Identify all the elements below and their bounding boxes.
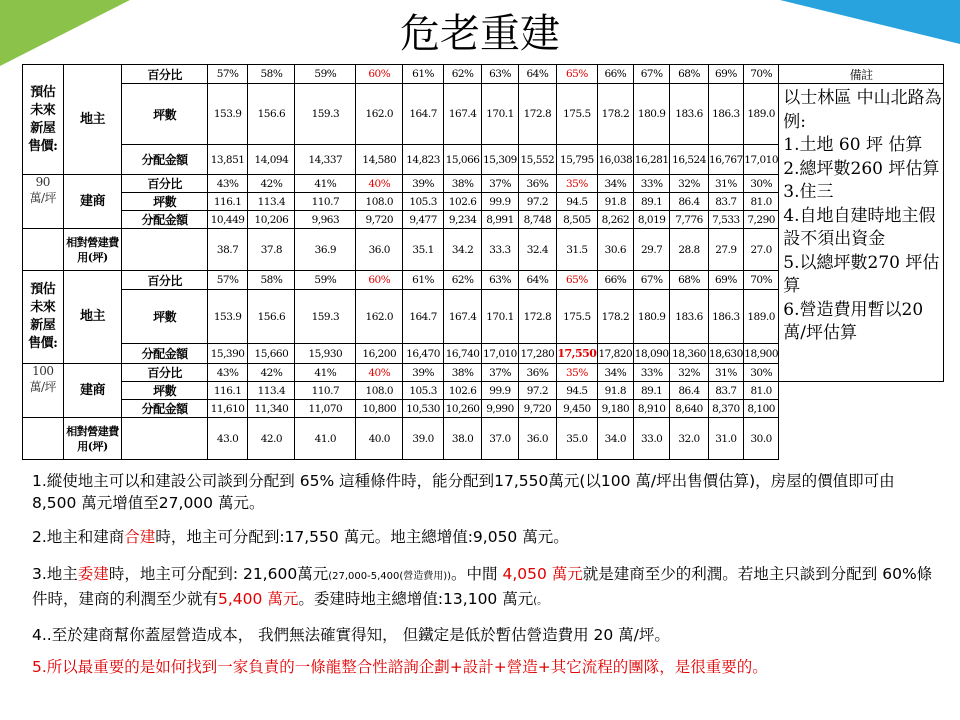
landowner-label: 地主 bbox=[63, 271, 122, 364]
est-price-label-line: 新屋 bbox=[30, 120, 56, 136]
amount-label: 分配金額 bbox=[122, 344, 207, 364]
builder-amount-cell: 8,370 bbox=[708, 400, 743, 418]
builder-ping-cell: 94.5 bbox=[557, 382, 598, 400]
p2-text-b: 時，地主可分配到:17,550 萬元。地主總增值:9,050 萬元。 bbox=[155, 528, 569, 546]
table-row bbox=[23, 400, 944, 418]
landowner-amount-cell: 14,823 bbox=[403, 145, 444, 175]
landowner-percent-cell: 58% bbox=[248, 65, 295, 84]
table-row bbox=[23, 65, 944, 84]
landowner-percent-cell: 62% bbox=[443, 271, 481, 290]
builder-ping-cell: 86.4 bbox=[670, 382, 708, 400]
build-cost-cell: 31.5 bbox=[557, 229, 598, 271]
est-price-label-line: 售價: bbox=[28, 138, 58, 154]
landowner-ping-cell: 189.0 bbox=[744, 84, 779, 145]
landowner-amount-cell: 14,337 bbox=[295, 145, 356, 175]
landowner-amount-cell: 15,309 bbox=[482, 145, 518, 175]
builder-ping-cell: 81.0 bbox=[744, 382, 779, 400]
amount-label: 分配金額 bbox=[122, 145, 207, 175]
paragraph-3 bbox=[32, 563, 937, 613]
builder-amount-cell: 9,720 bbox=[356, 211, 403, 229]
landowner-ping-cell: 180.9 bbox=[634, 290, 670, 344]
price-value: 90 bbox=[35, 175, 50, 189]
page-title: 危老重建 bbox=[400, 11, 560, 57]
landowner-ping-cell: 172.8 bbox=[518, 290, 556, 344]
builder-percent-cell: 39% bbox=[403, 175, 444, 193]
build-cost-cell: 29.7 bbox=[634, 229, 670, 271]
builder-label: 建商 bbox=[63, 364, 122, 418]
table-row bbox=[23, 418, 944, 460]
builder-label: 建商 bbox=[63, 175, 122, 229]
p3-text-b: 時，地主可分配到: 21,600萬元 bbox=[108, 565, 329, 583]
builder-amount-cell: 11,610 bbox=[207, 400, 248, 418]
landowner-percent-cell: 67% bbox=[634, 271, 670, 290]
p3-text-d: 就是建商至少的利潤。若地主只談到分配到 60%條件時，建商的利潤至少就有 bbox=[32, 565, 933, 608]
build-cost-cell: 35.1 bbox=[403, 229, 444, 271]
landowner-ping-cell: 159.3 bbox=[295, 84, 356, 145]
landowner-ping-cell: 170.1 bbox=[482, 290, 518, 344]
builder-percent-cell: 36% bbox=[518, 364, 556, 382]
landowner-amount-cell: 16,470 bbox=[403, 344, 444, 364]
note-line: 1.土地 60 坪 估算 bbox=[783, 135, 923, 155]
paragraph-4: 4..至於建商幫你蓋屋營造成本， 我們無法確實得知， 但鐵定是低於暫估營造費用 20 萬/坪。 bbox=[32, 626, 670, 644]
empty-cell bbox=[23, 229, 64, 271]
landowner-percent-cell: 66% bbox=[597, 271, 633, 290]
builder-ping-cell: 83.7 bbox=[708, 193, 743, 211]
landowner-amount-cell: 15,660 bbox=[248, 344, 295, 364]
landowner-ping-cell: 159.3 bbox=[295, 290, 356, 344]
landowner-percent-cell: 63% bbox=[482, 65, 518, 84]
p3-small-note: (27,000-5,400(營造費用)) bbox=[328, 571, 452, 582]
landowner-amount-cell: 15,930 bbox=[295, 344, 356, 364]
p3-tail: (。 bbox=[533, 596, 548, 607]
landowner-percent-cell: 59% bbox=[295, 65, 356, 84]
p3-text-e: 。委建時地主總增值:13,100 萬元 bbox=[298, 590, 534, 608]
builder-percent-cell: 43% bbox=[207, 364, 248, 382]
note-line: 以士林區 中山北路為例: bbox=[783, 88, 942, 132]
paragraph-2 bbox=[32, 526, 937, 548]
builder-percent-cell: 42% bbox=[248, 364, 295, 382]
builder-percent-cell: 43% bbox=[207, 175, 248, 193]
landowner-ping-cell: 183.6 bbox=[670, 84, 708, 145]
landowner-ping-cell: 167.4 bbox=[443, 290, 481, 344]
landowner-ping-cell: 170.1 bbox=[482, 84, 518, 145]
builder-percent-cell: 33% bbox=[634, 175, 670, 193]
allocation-table bbox=[22, 64, 944, 460]
builder-amount-cell: 8,019 bbox=[634, 211, 670, 229]
landowner-ping-cell: 156.6 bbox=[248, 290, 295, 344]
builder-ping-cell: 110.7 bbox=[295, 193, 356, 211]
builder-ping-cell: 89.1 bbox=[634, 193, 670, 211]
notes-header: 備註 bbox=[779, 65, 944, 84]
build-cost-cell: 35.0 bbox=[557, 418, 598, 460]
landowner-ping-cell: 156.6 bbox=[248, 84, 295, 145]
builder-percent-cell: 36% bbox=[518, 175, 556, 193]
price-value: 100 bbox=[32, 364, 54, 378]
builder-percent-cell: 35% bbox=[557, 364, 598, 382]
landowner-percent-cell: 61% bbox=[403, 271, 444, 290]
est-price-label-line: 未來 bbox=[30, 300, 56, 315]
empty-cell bbox=[23, 418, 64, 460]
landowner-percent-cell: 65% bbox=[557, 65, 598, 84]
builder-percent-cell: 34% bbox=[597, 175, 633, 193]
landowner-percent-cell: 68% bbox=[670, 271, 708, 290]
landowner-percent-cell: 70% bbox=[744, 271, 779, 290]
landowner-amount-cell: 18,360 bbox=[670, 344, 708, 364]
p3-highlight-2: 4,050 萬元 bbox=[502, 565, 583, 583]
landowner-percent-cell: 60% bbox=[356, 65, 403, 84]
landowner-ping-cell: 180.9 bbox=[634, 84, 670, 145]
build-cost-cell: 43.0 bbox=[207, 418, 248, 460]
percent-label: 百分比 bbox=[122, 364, 207, 382]
empty-cell bbox=[122, 229, 207, 271]
builder-amount-cell: 10,449 bbox=[207, 211, 248, 229]
builder-amount-cell: 8,262 bbox=[597, 211, 633, 229]
build-cost-cell: 39.0 bbox=[403, 418, 444, 460]
build-cost-label: 相對營建費用(坪) bbox=[63, 229, 122, 271]
landowner-percent-cell: 65% bbox=[557, 271, 598, 290]
builder-amount-cell: 11,340 bbox=[248, 400, 295, 418]
landowner-amount-cell: 18,630 bbox=[708, 344, 743, 364]
build-cost-cell: 41.0 bbox=[295, 418, 356, 460]
landowner-amount-cell: 14,580 bbox=[356, 145, 403, 175]
builder-ping-cell: 116.1 bbox=[207, 193, 248, 211]
landowner-percent-cell: 66% bbox=[597, 65, 633, 84]
price-per-ping bbox=[23, 364, 64, 418]
builder-ping-cell: 105.3 bbox=[403, 382, 444, 400]
est-price-label bbox=[23, 65, 64, 175]
builder-percent-cell: 41% bbox=[295, 175, 356, 193]
landowner-amount-cell: 15,795 bbox=[557, 145, 598, 175]
landowner-ping-cell: 153.9 bbox=[207, 290, 248, 344]
builder-ping-cell: 91.8 bbox=[597, 382, 633, 400]
landowner-ping-cell: 186.3 bbox=[708, 84, 743, 145]
builder-ping-cell: 113.4 bbox=[248, 193, 295, 211]
paragraph-1: 1.縱使地主可以和建設公司談到分配到 65% 這種條件時，能分配到17,550萬元(以100 萬/坪出售價估算)，房屋的價值即可由 8,500 萬元增值至27,000 萬元。 bbox=[32, 472, 895, 512]
amount-label: 分配金額 bbox=[122, 400, 207, 418]
builder-amount-cell: 9,234 bbox=[443, 211, 481, 229]
builder-percent-cell: 35% bbox=[557, 175, 598, 193]
landowner-ping-cell: 164.7 bbox=[403, 290, 444, 344]
builder-ping-cell: 91.8 bbox=[597, 193, 633, 211]
builder-amount-cell: 8,748 bbox=[518, 211, 556, 229]
landowner-ping-cell: 183.6 bbox=[670, 290, 708, 344]
builder-ping-cell: 108.0 bbox=[356, 193, 403, 211]
build-cost-cell: 27.0 bbox=[744, 229, 779, 271]
builder-percent-cell: 42% bbox=[248, 175, 295, 193]
builder-amount-cell: 7,533 bbox=[708, 211, 743, 229]
builder-amount-cell: 9,450 bbox=[557, 400, 598, 418]
builder-percent-cell: 37% bbox=[482, 175, 518, 193]
builder-percent-cell: 32% bbox=[670, 175, 708, 193]
builder-ping-cell: 113.4 bbox=[248, 382, 295, 400]
landowner-amount-cell: 13,851 bbox=[207, 145, 248, 175]
build-cost-cell: 28.8 bbox=[670, 229, 708, 271]
ping-label: 坪數 bbox=[122, 193, 207, 211]
build-cost-cell: 37.8 bbox=[248, 229, 295, 271]
price-per-ping bbox=[23, 175, 64, 229]
landowner-ping-cell: 153.9 bbox=[207, 84, 248, 145]
builder-ping-cell: 86.4 bbox=[670, 193, 708, 211]
builder-ping-cell: 102.6 bbox=[443, 382, 481, 400]
price-unit: 萬/坪 bbox=[29, 380, 57, 394]
landowner-percent-cell: 63% bbox=[482, 271, 518, 290]
build-cost-cell: 40.0 bbox=[356, 418, 403, 460]
build-cost-cell: 27.9 bbox=[708, 229, 743, 271]
landowner-percent-cell: 69% bbox=[708, 65, 743, 84]
builder-amount-cell: 10,206 bbox=[248, 211, 295, 229]
build-cost-cell: 32.0 bbox=[670, 418, 708, 460]
build-cost-cell: 38.7 bbox=[207, 229, 248, 271]
build-cost-label: 相對營建費用(坪) bbox=[63, 418, 122, 460]
builder-amount-cell: 8,910 bbox=[634, 400, 670, 418]
build-cost-cell: 34.0 bbox=[597, 418, 633, 460]
landowner-ping-cell: 175.5 bbox=[557, 84, 598, 145]
p2-highlight: 合建 bbox=[124, 528, 156, 546]
landowner-label: 地主 bbox=[63, 65, 122, 175]
landowner-ping-cell: 189.0 bbox=[744, 290, 779, 344]
landowner-amount-cell: 18,900 bbox=[744, 344, 779, 364]
landowner-amount-cell: 16,524 bbox=[670, 145, 708, 175]
builder-ping-cell: 110.7 bbox=[295, 382, 356, 400]
build-cost-cell: 32.4 bbox=[518, 229, 556, 271]
build-cost-cell: 33.0 bbox=[634, 418, 670, 460]
builder-percent-cell: 30% bbox=[744, 364, 779, 382]
builder-ping-cell: 83.7 bbox=[708, 382, 743, 400]
landowner-percent-cell: 59% bbox=[295, 271, 356, 290]
build-cost-cell: 36.0 bbox=[356, 229, 403, 271]
builder-percent-cell: 34% bbox=[597, 364, 633, 382]
builder-ping-cell: 81.0 bbox=[744, 193, 779, 211]
landowner-amount-cell: 17,010 bbox=[744, 145, 779, 175]
landowner-amount-cell: 17,010 bbox=[482, 344, 518, 364]
builder-amount-cell: 7,290 bbox=[744, 211, 779, 229]
est-price-label-line: 售價: bbox=[28, 336, 58, 351]
landowner-amount-cell: 14,094 bbox=[248, 145, 295, 175]
build-cost-cell: 30.0 bbox=[744, 418, 779, 460]
builder-amount-cell: 8,640 bbox=[670, 400, 708, 418]
landowner-amount-cell: 18,090 bbox=[634, 344, 670, 364]
ping-label: 坪數 bbox=[122, 84, 207, 145]
builder-amount-cell: 8,991 bbox=[482, 211, 518, 229]
build-cost-cell: 36.0 bbox=[518, 418, 556, 460]
builder-percent-cell: 41% bbox=[295, 364, 356, 382]
landowner-ping-cell: 162.0 bbox=[356, 84, 403, 145]
build-cost-cell: 36.9 bbox=[295, 229, 356, 271]
note-line: 3.住三 bbox=[783, 182, 834, 202]
builder-amount-cell: 8,505 bbox=[557, 211, 598, 229]
landowner-ping-cell: 175.5 bbox=[557, 290, 598, 344]
build-cost-cell: 31.0 bbox=[708, 418, 743, 460]
p3-highlight-3: 5,400 萬元 bbox=[218, 590, 299, 608]
builder-amount-cell: 8,100 bbox=[744, 400, 779, 418]
builder-amount-cell: 10,260 bbox=[443, 400, 481, 418]
builder-amount-cell: 11,070 bbox=[295, 400, 356, 418]
builder-percent-cell: 39% bbox=[403, 364, 444, 382]
note-line: 5.以總坪數270 坪估算 bbox=[783, 252, 940, 296]
landowner-amount-cell: 15,390 bbox=[207, 344, 248, 364]
builder-ping-cell: 99.9 bbox=[482, 382, 518, 400]
builder-percent-cell: 30% bbox=[744, 175, 779, 193]
builder-amount-cell: 9,180 bbox=[597, 400, 633, 418]
build-cost-cell: 30.6 bbox=[597, 229, 633, 271]
builder-ping-cell: 102.6 bbox=[443, 193, 481, 211]
est-price-label-line: 預估 bbox=[30, 282, 56, 297]
percent-label: 百分比 bbox=[122, 271, 207, 290]
landowner-ping-cell: 162.0 bbox=[356, 290, 403, 344]
landowner-percent-cell: 62% bbox=[443, 65, 481, 84]
builder-ping-cell: 97.2 bbox=[518, 193, 556, 211]
ping-label: 坪數 bbox=[122, 290, 207, 344]
est-price-label-line: 新屋 bbox=[30, 318, 56, 333]
build-cost-cell: 37.0 bbox=[482, 418, 518, 460]
builder-percent-cell: 38% bbox=[443, 175, 481, 193]
landowner-amount-cell: 16,038 bbox=[597, 145, 633, 175]
builder-amount-cell: 9,990 bbox=[482, 400, 518, 418]
builder-ping-cell: 97.2 bbox=[518, 382, 556, 400]
builder-percent-cell: 37% bbox=[482, 364, 518, 382]
notes-cell bbox=[779, 84, 944, 382]
est-price-label-line: 未來 bbox=[30, 102, 56, 118]
price-unit: 萬/坪 bbox=[29, 191, 57, 205]
landowner-percent-cell: 64% bbox=[518, 65, 556, 84]
landowner-percent-cell: 69% bbox=[708, 271, 743, 290]
landowner-ping-cell: 178.2 bbox=[597, 290, 633, 344]
builder-percent-cell: 32% bbox=[670, 364, 708, 382]
p3-text-a: 3.地主 bbox=[32, 565, 78, 583]
note-line: 6.營造費用暫以20萬/坪估算 bbox=[783, 299, 924, 343]
builder-percent-cell: 40% bbox=[356, 175, 403, 193]
landowner-percent-cell: 58% bbox=[248, 271, 295, 290]
builder-percent-cell: 31% bbox=[708, 364, 743, 382]
builder-percent-cell: 38% bbox=[443, 364, 481, 382]
est-price-label-line: 預估 bbox=[30, 84, 56, 100]
landowner-ping-cell: 186.3 bbox=[708, 290, 743, 344]
p2-text-a: 2.地主和建商 bbox=[32, 528, 125, 546]
builder-amount-cell: 9,477 bbox=[403, 211, 444, 229]
builder-percent-cell: 33% bbox=[634, 364, 670, 382]
landowner-amount-cell: 15,066 bbox=[443, 145, 481, 175]
landowner-percent-cell: 70% bbox=[744, 65, 779, 84]
landowner-amount-cell: 17,280 bbox=[518, 344, 556, 364]
builder-ping-cell: 89.1 bbox=[634, 382, 670, 400]
landowner-percent-cell: 64% bbox=[518, 271, 556, 290]
build-cost-cell: 42.0 bbox=[248, 418, 295, 460]
landowner-ping-cell: 167.4 bbox=[443, 84, 481, 145]
empty-cell bbox=[122, 418, 207, 460]
landowner-percent-cell: 61% bbox=[403, 65, 444, 84]
landowner-amount-cell: 15,552 bbox=[518, 145, 556, 175]
landowner-percent-cell: 67% bbox=[634, 65, 670, 84]
paragraph-5: 5.所以最重要的是如何找到一家負責的一條龍整合性諮詢企劃+設計+營造+其它流程的團隊，是很重要的。 bbox=[32, 658, 768, 676]
percent-label: 百分比 bbox=[122, 65, 207, 84]
table-row bbox=[23, 84, 944, 145]
est-price-label bbox=[23, 271, 64, 364]
landowner-ping-cell: 164.7 bbox=[403, 84, 444, 145]
landowner-percent-cell: 57% bbox=[207, 65, 248, 84]
build-cost-cell: 33.3 bbox=[482, 229, 518, 271]
percent-label: 百分比 bbox=[122, 175, 207, 193]
builder-percent-cell: 40% bbox=[356, 364, 403, 382]
landowner-amount-cell: 16,281 bbox=[634, 145, 670, 175]
builder-amount-cell: 7,776 bbox=[670, 211, 708, 229]
note-line: 2.總坪數260 坪估算 bbox=[783, 158, 940, 179]
landowner-amount-cell: 17,550 bbox=[557, 344, 598, 364]
landowner-percent-cell: 60% bbox=[356, 271, 403, 290]
p3-highlight-1: 委建 bbox=[77, 565, 109, 583]
landowner-ping-cell: 172.8 bbox=[518, 84, 556, 145]
builder-amount-cell: 9,720 bbox=[518, 400, 556, 418]
landowner-percent-cell: 57% bbox=[207, 271, 248, 290]
builder-percent-cell: 31% bbox=[708, 175, 743, 193]
landowner-amount-cell: 16,740 bbox=[443, 344, 481, 364]
p3-text-c: 。中間 bbox=[451, 565, 503, 583]
landowner-amount-cell: 17,820 bbox=[597, 344, 633, 364]
landowner-ping-cell: 178.2 bbox=[597, 84, 633, 145]
amount-label: 分配金額 bbox=[122, 211, 207, 229]
builder-ping-cell: 99.9 bbox=[482, 193, 518, 211]
landowner-amount-cell: 16,200 bbox=[356, 344, 403, 364]
builder-amount-cell: 10,530 bbox=[403, 400, 444, 418]
builder-ping-cell: 105.3 bbox=[403, 193, 444, 211]
builder-ping-cell: 108.0 bbox=[356, 382, 403, 400]
table-row bbox=[23, 382, 944, 400]
builder-amount-cell: 10,800 bbox=[356, 400, 403, 418]
builder-ping-cell: 94.5 bbox=[557, 193, 598, 211]
build-cost-cell: 34.2 bbox=[443, 229, 481, 271]
ping-label: 坪數 bbox=[122, 382, 207, 400]
landowner-percent-cell: 68% bbox=[670, 65, 708, 84]
note-line: 4.自地自建時地主假設不須出資金 bbox=[783, 205, 936, 249]
builder-amount-cell: 9,963 bbox=[295, 211, 356, 229]
build-cost-cell: 38.0 bbox=[443, 418, 481, 460]
builder-ping-cell: 116.1 bbox=[207, 382, 248, 400]
landowner-amount-cell: 16,767 bbox=[708, 145, 743, 175]
